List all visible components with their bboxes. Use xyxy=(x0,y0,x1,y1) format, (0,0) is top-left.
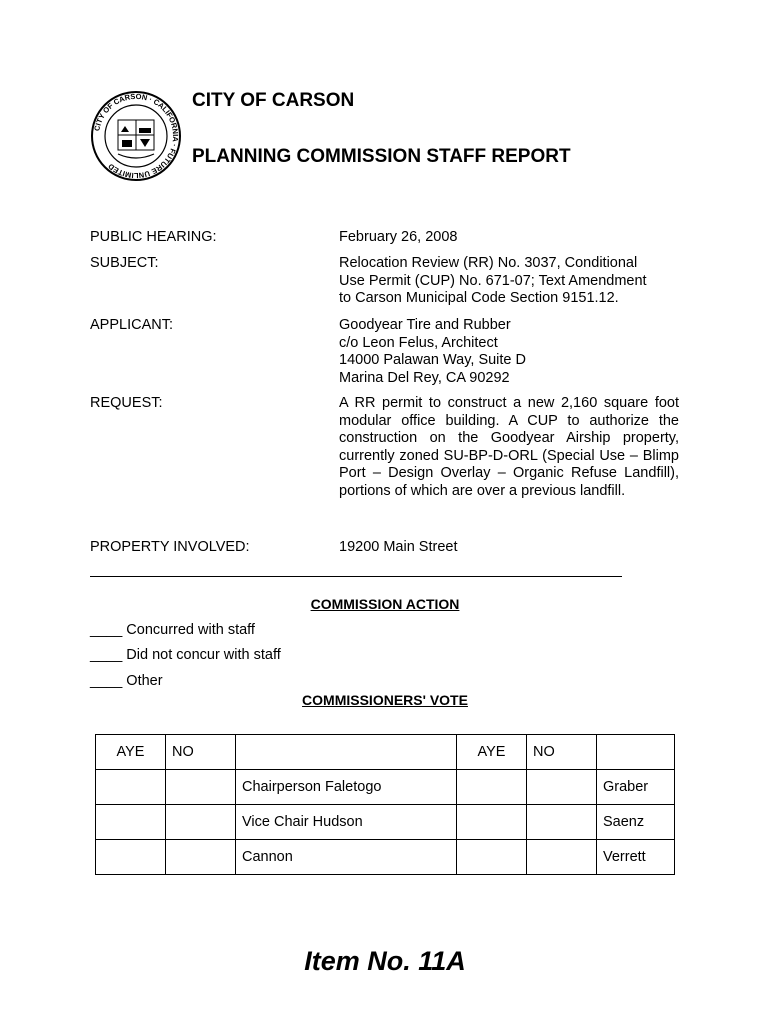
subject-label: SUBJECT: xyxy=(90,255,159,271)
property-involved-label: PROPERTY INVOLVED: xyxy=(90,539,250,555)
option-concurred: ____ Concurred with staff xyxy=(90,622,255,638)
aye-cell xyxy=(96,840,166,875)
property-address: 19200 Main Street xyxy=(339,539,458,555)
commissioner-name: Cannon xyxy=(236,840,457,875)
applicant-line: c/o Leon Felus, Architect xyxy=(339,334,498,351)
commissioner-name: Verrett xyxy=(597,840,675,875)
applicant-line: Marina Del Rey, CA 90292 xyxy=(339,369,510,386)
city-seal-logo xyxy=(90,90,182,182)
subject-line: to Carson Municipal Code Section 9151.12. xyxy=(339,290,619,306)
option-other: ____ Other xyxy=(90,673,163,689)
request-label: REQUEST: xyxy=(90,395,163,411)
vote-table xyxy=(95,734,675,875)
commissioners-vote-heading: COMMISSIONERS' VOTE xyxy=(302,692,468,708)
commissioner-name: Chairperson Faletogo xyxy=(236,770,457,805)
subject-line: Relocation Review (RR) No. 3037, Conditional xyxy=(339,255,638,271)
no-cell xyxy=(527,840,597,875)
no-header: NO xyxy=(527,735,597,770)
svg-text:CITY OF CARSON · CALIFORNIA ·: CITY OF CARSON · CALIFORNIA · FUTURE UNLIMITED xyxy=(92,91,181,181)
no-cell xyxy=(527,770,597,805)
aye-cell xyxy=(96,770,166,805)
aye-cell xyxy=(96,805,166,840)
aye-cell xyxy=(457,770,527,805)
table-row xyxy=(96,805,675,840)
aye-header: AYE xyxy=(96,735,166,770)
public-hearing-date: February 26, 2008 xyxy=(339,229,458,245)
aye-header: AYE xyxy=(457,735,527,770)
item-number: Item No. 11A xyxy=(304,946,466,976)
applicant-line: 14000 Palawan Way, Suite D xyxy=(339,352,526,368)
applicant-line: Goodyear Tire and Rubber xyxy=(339,317,511,333)
aye-cell xyxy=(457,840,527,875)
applicant-value xyxy=(339,317,679,387)
table-row xyxy=(96,840,675,875)
no-header: NO xyxy=(166,735,236,770)
request-value: A RR permit to construct a new 2,160 square foot modular office building. A CUP to authorize the construction on the Goodyear Airship property, currently zoned SU-BP-D-ORL (Special Use – Blimp Port – Design Overlay – Organic Refuse Landfill), portions of which are over a previous landfill. xyxy=(339,395,679,499)
no-cell xyxy=(166,770,236,805)
commissioner-name: Graber xyxy=(597,770,675,805)
no-cell xyxy=(527,805,597,840)
public-hearing-label: PUBLIC HEARING: xyxy=(90,229,217,245)
vote-table-header xyxy=(96,735,675,770)
no-cell xyxy=(166,805,236,840)
applicant-label: APPLICANT: xyxy=(90,317,173,333)
no-cell xyxy=(166,840,236,875)
aye-cell xyxy=(457,805,527,840)
subject-value xyxy=(339,255,679,308)
city-name: CITY OF CARSON xyxy=(192,90,355,111)
divider-line xyxy=(90,576,622,577)
report-title: PLANNING COMMISSION STAFF REPORT xyxy=(192,146,571,167)
table-row xyxy=(96,770,675,805)
commissioner-name: Vice Chair Hudson xyxy=(236,805,457,840)
name-header xyxy=(236,735,457,770)
commission-action-heading: COMMISSION ACTION xyxy=(310,596,460,612)
commissioner-name: Saenz xyxy=(597,805,675,840)
name-header xyxy=(597,735,675,770)
option-did-not-concur: ____ Did not concur with staff xyxy=(90,647,281,663)
subject-line: Use Permit (CUP) No. 671-07; Text Amendment xyxy=(339,272,647,289)
